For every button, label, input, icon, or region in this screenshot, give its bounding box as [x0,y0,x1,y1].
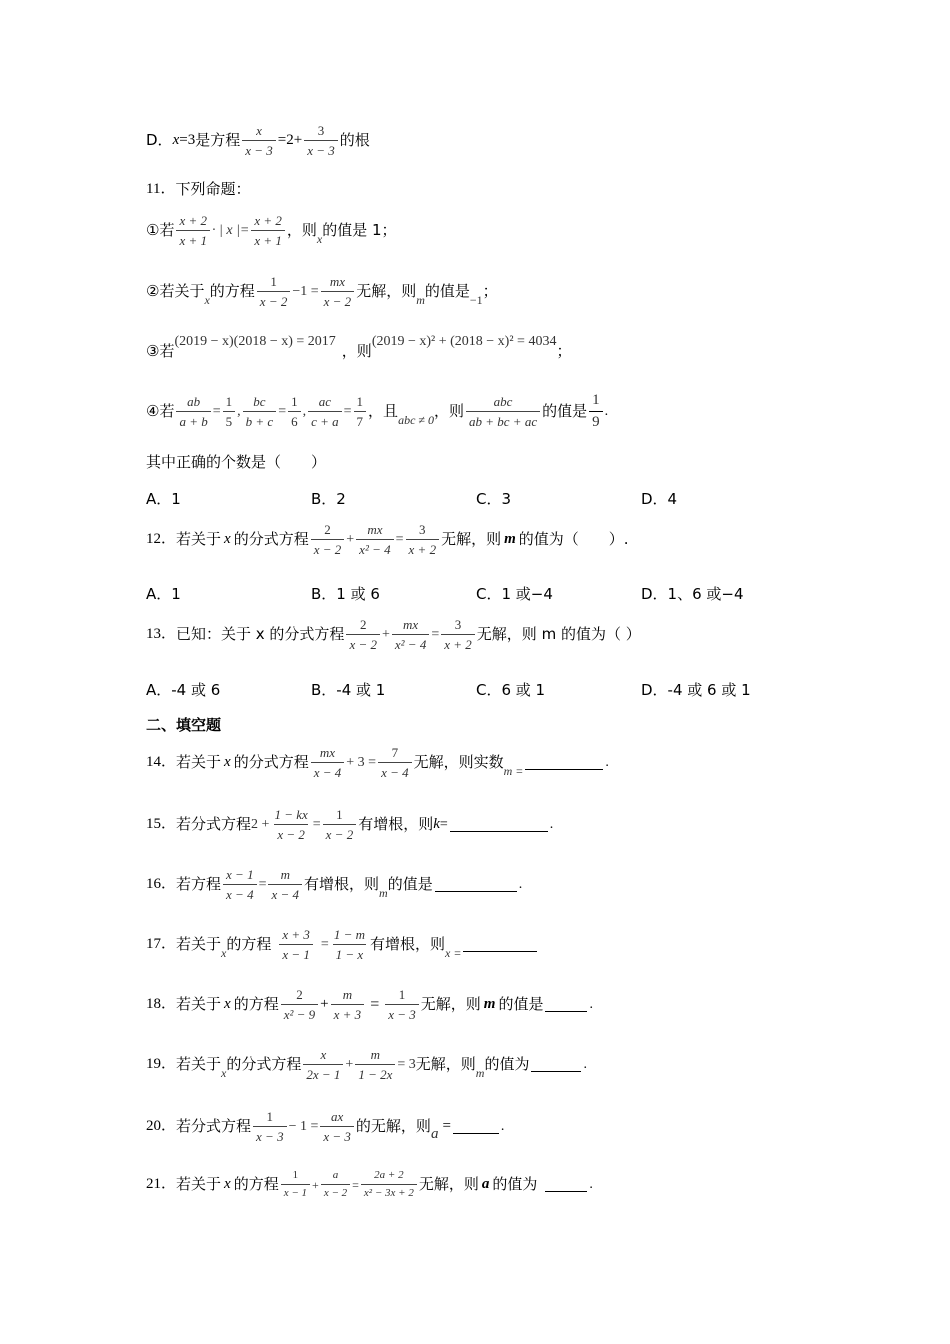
option-c[interactable]: C．3 [476,490,512,508]
fraction: $\frac{2}{x - 2}$ [311,523,345,556]
question-number: 17． [146,936,177,952]
q16-stem: 16． 若方程 $\frac{x - 1}{x - 4}$ = $\frac{m}{x - 4}$ 有增根，则 m 的值是 . [146,867,523,902]
fraction: $\frac{3}{x + 2}$ [406,523,440,556]
option-d[interactable]: D．1、6 或−4 [641,585,744,603]
fraction: $\frac{1 - kx}{x - 2}$ [274,807,308,842]
q14-stem: 14． 若关于 x 的分式方程 $\frac{mx}{x - 4}$ + 3 = $\frac{7}{x - 4}$ 无解，则实数 m = . [146,745,609,780]
q11-options [146,488,806,509]
fraction: $\frac{bc}{b + c}$ [243,395,277,428]
option-b[interactable]: B．2 [311,490,346,508]
answer-blank[interactable] [531,1057,581,1072]
fraction: $\frac{2}{x - 2}$ [346,618,380,651]
q10-option-d: D． x =3 是方程 $\frac{x}{x - 3}$ =2+ $\frac{3}{x - 3}$ 的根 [146,123,370,158]
fraction: $\frac{m}{1 - 2x}$ [355,1048,395,1081]
fraction: $\frac{mx}{x - 2}$ [321,275,355,308]
option-b[interactable]: B．-4 或 1 [311,681,386,699]
q13-options [146,679,806,700]
question-number: 18． [146,996,177,1012]
fraction: $\frac{1}{9}$ [589,393,603,430]
fraction: $\frac{1}{x - 2}$ [257,275,291,308]
answer-blank[interactable] [463,937,537,952]
q13-stem: 13． 已知：关于 x 的分式方程 $\frac{2}{x - 2}$ + $\frac{mx}{\text{x² − 4}}$ = $\frac{3}{x + 2}$ 无解，则 m 的值为（ ） [146,617,641,652]
fraction: $\frac{1 - m}{1 - x}$ [333,927,365,962]
question-number: 13． [146,626,177,642]
fraction: $\frac{x}{x - 3}$ [242,124,276,157]
fraction: $\frac{1}{5}$ [223,395,236,428]
fraction: $\frac{ax}{x - 3}$ [320,1110,354,1143]
fraction: $\frac{1}{7}$ [354,395,367,428]
fraction: $\frac{2}{\text{x² − 9}}$ [281,988,318,1021]
q11-statement-3: ③若 (2019 − x)(2018 − x) = 2017 ，则 (2019 − x)² + (2018 − x)² = 4034 ； [146,333,572,360]
q21-stem: 21． 若关于 x 的方程 $\frac{1}{x - 1}$ + $\frac{a}{x - 2}$ = $\frac{2a + 2}{\text{x² − 3x + 2}}$ 无解，则 a 的值为 . [146,1169,593,1199]
q11-statement-4: ④若 $\frac{ab}{a + b}$ = $\frac{1}{5}$ , $\frac{bc}{b + c}$ = $\frac{1}{6}$ , $\frac{ac}{c + a}$ = $\frac{1}{7}$ ，且 abc ≠ 0 ，则 $\frac{\text{abc}}{ab + bc + ac}$ 的值是 $\frac{1}{9}$ . [146,392,609,430]
question-number: 19． [146,1056,177,1072]
fraction: $\frac{7}{x - 4}$ [378,746,412,779]
fraction: $\frac{x + 3}{x - 1}$ [279,928,313,961]
fraction: $\frac{ab}{a + b}$ [176,395,210,428]
fraction: $\frac{3}{x - 3}$ [304,124,338,157]
q18-stem: 18． 若关于 x 的方程 $\frac{2}{\text{x² − 9}}$ + $\frac{m}{x + 3}$ = $\frac{1}{x - 3}$ 无解，则 m 的值是 . [146,987,593,1022]
fraction: $\frac{1}{x - 1}$ [281,1170,310,1199]
fraction: $\frac{x - 1}{x - 4}$ [223,868,257,901]
fraction: $\frac{m}{x - 4}$ [268,868,302,901]
answer-blank[interactable] [453,1119,499,1134]
answer-blank[interactable] [450,817,548,832]
fraction: $\frac{ac}{c + a}$ [308,395,342,428]
fraction: $\frac{x + 2}{x + 1}$ [251,214,285,247]
fraction: $\frac{mx}{\text{x² − 4}}$ [356,523,393,556]
question-number: 16． [146,876,177,892]
answer-blank[interactable] [525,755,603,770]
fraction: $\frac{1}{x - 3}$ [385,988,419,1021]
q15-stem: 15． 若分式方程 2 + $\frac{1 - kx}{x - 2}$ = $\frac{1}{x - 2}$ 有增根，则 k = . [146,807,554,842]
answer-blank[interactable] [545,997,587,1012]
question-number: 11． [146,181,176,197]
q11-statement-1: ①若 $\frac{x + 2}{x + 1}$ · | x |= $\frac{x + 2}{x + 1}$ ，则 x 的值是 1； [146,213,397,248]
fraction: $\frac{3}{x + 2}$ [441,618,475,651]
fraction: $\frac{\text{abc}}{ab + bc + ac}$ [466,395,540,428]
question-number: 15． [146,816,177,832]
fraction: $\frac{x + 2}{x + 1}$ [176,214,210,247]
option-c[interactable]: C．6 或 1 [476,681,546,699]
option-a[interactable]: A．1 [146,490,181,508]
q19-stem: 19． 若关于 x 的分式方程 $\frac{x}{2x - 1}$ + $\frac{m}{1 - 2x}$ = 3 无解，则 m 的值为 . [146,1047,587,1082]
question-number: 14． [146,754,177,770]
option-b[interactable]: B．1 或 6 [311,585,380,603]
q11-statement-2: ②若关于 x 的方程 $\frac{1}{x - 2}$ −1 = $\frac{mx}{x - 2}$ 无解，则 m 的值是 −1 ； [146,274,498,309]
question-number: 21． [146,1176,177,1192]
option-a[interactable]: A．-4 或 6 [146,681,221,699]
q17-stem: 17． 若关于 x 的方程 $\frac{x + 3}{x - 1}$ = $\frac{1 - m}{1 - x}$ 有增根，则 x = [146,928,539,961]
answer-blank[interactable] [435,877,517,892]
option-label: D． [146,131,173,149]
q12-options [146,583,806,604]
fraction: $\frac{1}{6}$ [288,395,301,428]
option-a[interactable]: A．1 [146,585,181,603]
q11-question: 其中正确的个数是（ ） [146,453,327,471]
fraction: $\frac{m}{x + 3}$ [331,988,365,1021]
q20-stem: 20． 若分式方程 $\frac{1}{x - 3}$ − 1 = $\frac{ax}{x - 3}$ 的无解，则 a = . [146,1109,505,1144]
fraction: $\frac{mx}{x - 4}$ [311,746,345,779]
fraction: $\frac{2a + 2}{\text{x² − 3x + 2}}$ [361,1170,417,1199]
option-d[interactable]: D．4 [641,490,678,508]
fraction: $\frac{1}{x - 3}$ [253,1110,287,1143]
q11-stem: 11． 下列命题： [146,180,251,198]
answer-blank[interactable] [545,1177,587,1192]
fraction: $\frac{x}{2x - 1}$ [303,1048,343,1081]
option-c[interactable]: C．1 或−4 [476,585,553,603]
question-number: 20． [146,1118,177,1134]
fraction: $\frac{a}{x - 2}$ [321,1170,350,1199]
section-heading: 二、填空题 [146,716,222,734]
fraction: $\frac{mx}{\text{x² − 4}}$ [392,618,429,651]
fraction: $\frac{1}{x - 2}$ [323,808,357,841]
question-number: 12． [146,531,177,547]
q12-stem: 12． 若关于 x 的分式方程 $\frac{2}{x - 2}$ + $\frac{mx}{\text{x² − 4}}$ = $\frac{3}{x + 2}$ 无解，则 m 的值为（ ）. [146,522,629,557]
option-d[interactable]: D．-4 或 6 或 1 [641,681,751,699]
